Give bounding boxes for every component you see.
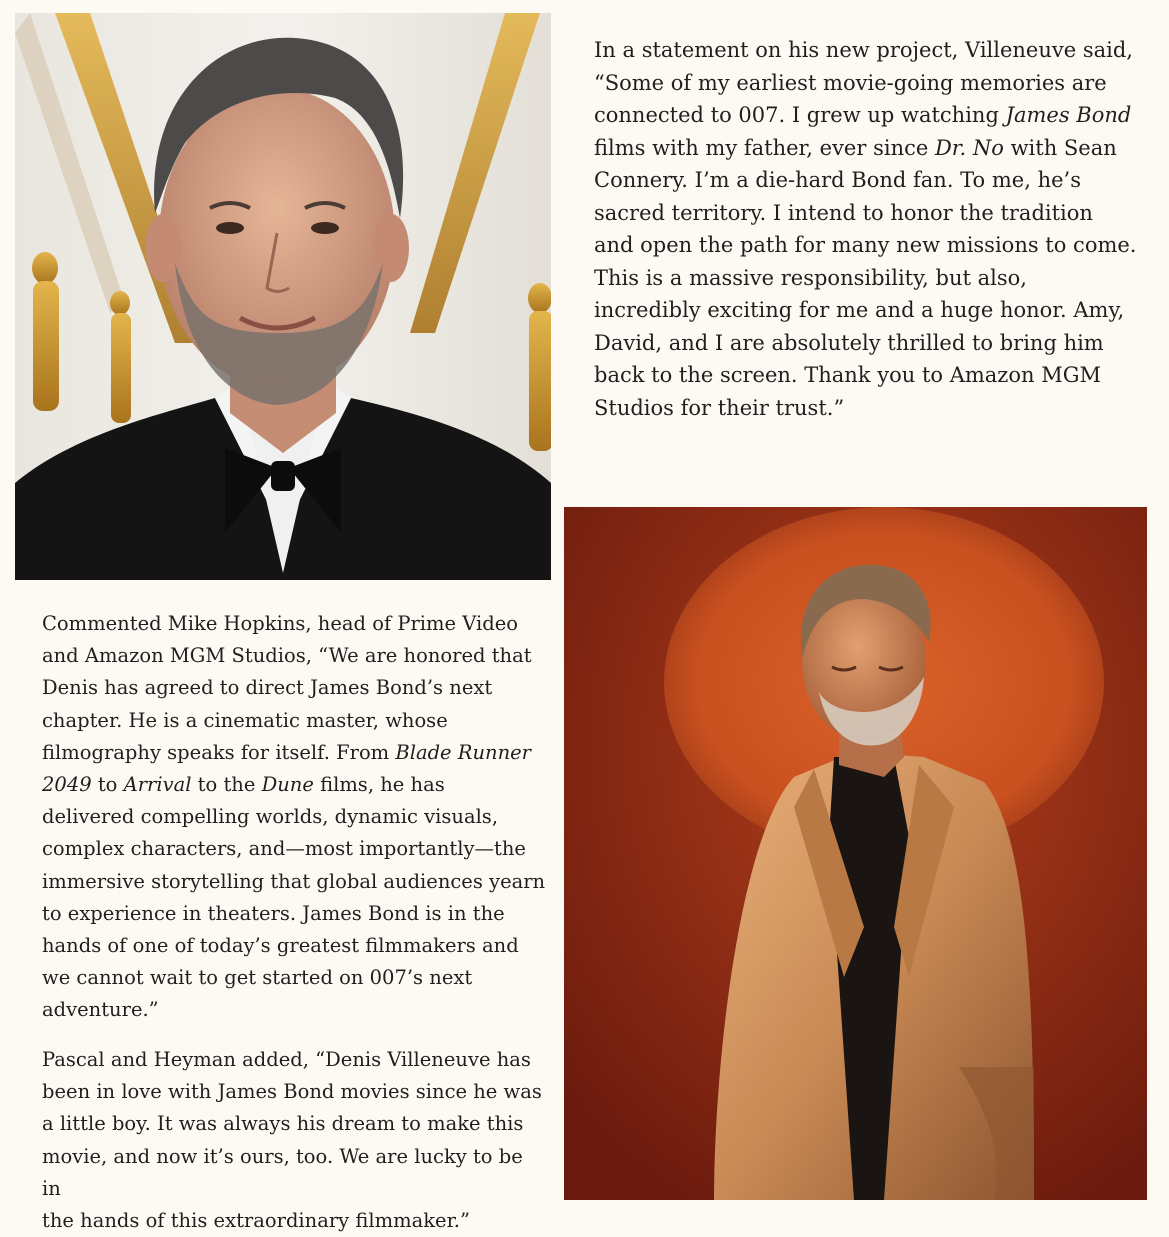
photo-suit-portrait (564, 507, 1147, 1200)
italic-title: 2049 (42, 773, 92, 797)
photo-tuxedo-portrait (15, 13, 551, 580)
italic-title: Dune (261, 773, 314, 797)
pascal-paragraph (42, 1044, 547, 1237)
italic-title: Arrival (123, 773, 192, 797)
italic-title: Dr. No (934, 135, 1004, 160)
statement-paragraph (594, 34, 1154, 424)
italic-title: James Bond (1005, 103, 1132, 127)
hopkins-paragraph (42, 608, 547, 1027)
italic-title: Blade Runner (395, 740, 532, 764)
pascal-text: Pascal and Heyman added, “Denis Villeneuve has been in love with James Bond movies since he was a little boy. It was always his dream to make this movie, and now it’s ours, too. We are lucky to be in the hands of this extraordinary filmmaker.” (42, 1048, 542, 1233)
statement-text: In a statement on his new project, Villeneuve said, “Some of my earliest movie-going memories are connected to 007. I grew up watching James Bond films with my father, ever since Dr. No with Sean Connery. I’m a die-hard Bond fan. To me, he’s sacred territory. I intend to honor the tradition and open the path for many new missions to come. This is a massive responsibility, but also, incredibly exciting for me and a huge honor. Amy, David, and I are absolutely thrilled to bring him back to the screen. Thank you to Amazon MGM Studios for their trust.” (594, 38, 1137, 420)
hopkins-text: Commented Mike Hopkins, head of Prime Video and Amazon MGM Studios, “We are honored that Denis has agreed to direct James Bond’s next chapter. He is a cinematic master, whose filmography speaks for itself. From Blade Runner 2049 to Arrival to the Dune films, he has delivered compelling worlds, dynamic visuals, complex characters, and—most importantly—the immersive storytelling that global audiences yearn to experience in theaters. James Bond is in the hands of one of today’s greatest filmmakers and we cannot wait to get started on 007’s next adventure.” (42, 612, 546, 1022)
